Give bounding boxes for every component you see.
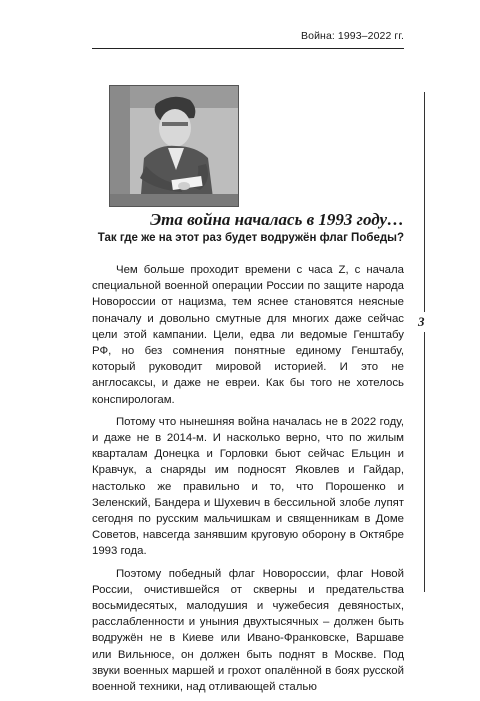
paragraph: Поэтому победный флаг Новороссии, флаг Новой России, очистившейся от скверны и предательства восьмидесятых, малодушия и чужебесия девяностых, расслабленности и уныния двухтысячных – должен быть водружён не в Киеве или Ивано-Франковске, Варшаве или Вильнюсе, он должен быть поднят в Москве. Под звуки военных маршей и грохот опалённой в боях русской военной техники, над отливающей сталью	[92, 567, 404, 694]
body-text	[92, 262, 404, 701]
running-head-title: Война: 1993–2022 гг.	[301, 30, 404, 42]
chapter-title-block	[92, 209, 404, 245]
paragraph: Потому что нынешняя война началась не в 2022 году, и даже не в 2014-м. И насколько верно, что по жилым кварталам Донецка и Горловки бьют сейчас Ельцин и Кравчук, а снаряды им подносят Яковлев и Гайдар, настолько же правильно и то, что Порошенко и Зеленский, Бандера и Шухевич в бессильной злобе лупят сегодня по русским мальчишкам и священникам в Доме Советов, навсегда занявшим круговую оборону в Октябре 1993 года.	[92, 415, 404, 558]
chapter-subtitle: Так где же на этот раз будет водружён флаг Победы?	[97, 232, 404, 244]
margin-rule	[424, 92, 425, 592]
paragraph: Чем больше проходит времени с часа Z, с начала специальной военной операции России по защите народа Новороссии от нацизма, тем яснее становятся неясные поначалу и довольно смутные для многих даже сейчас цели этой кампании. Цели, едва ли ведомые Генштабу РФ, но без сомнения понятные единому Генштабу, который руководит мировой историей. И это не англосаксы, и даже не евреи. Как бы того не хотелось конспирологам.	[92, 264, 404, 406]
author-photo	[109, 85, 239, 207]
chapter-title: Эта война началась в 1993 году…	[150, 210, 404, 229]
page-header	[92, 30, 404, 49]
page-number: 3	[418, 312, 425, 332]
